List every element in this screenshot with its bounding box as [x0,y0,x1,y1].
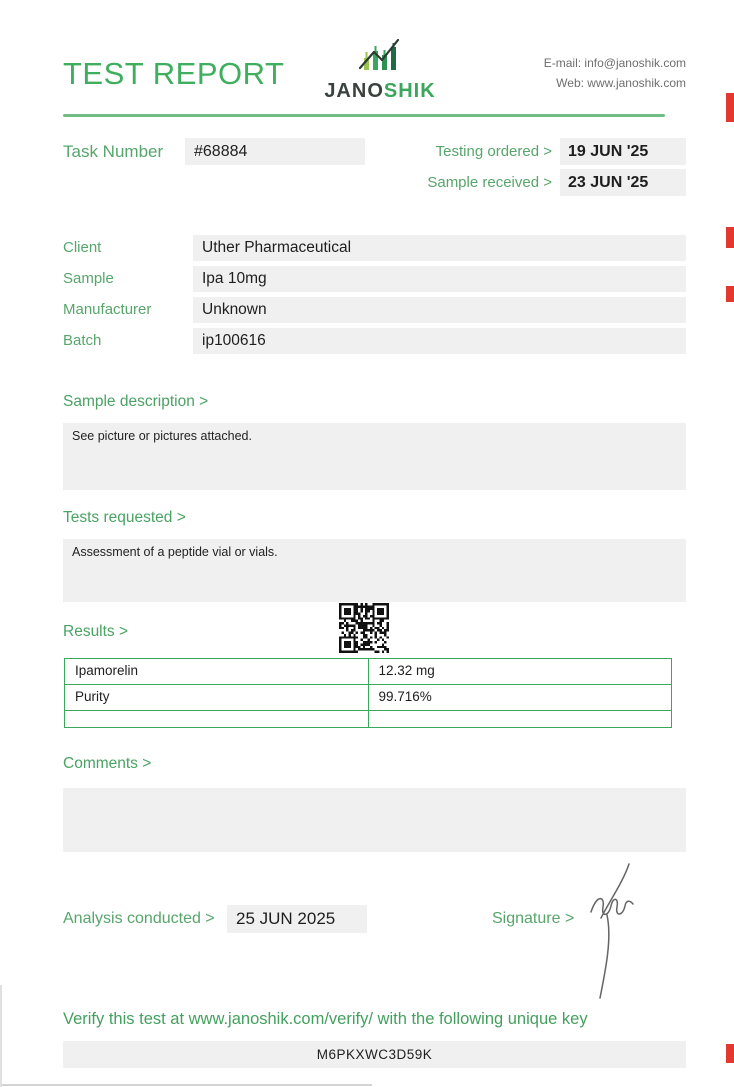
tests-requested-box: Assessment of a peptide vial or vials. [63,539,686,602]
page-title: TEST REPORT [63,56,285,91]
dates-block [400,138,686,200]
table-row [65,685,671,711]
signature-image [577,860,652,1005]
table-row [65,659,671,685]
contact-web: Web: www.janoshik.com [556,76,686,90]
client-label: Client [63,239,102,256]
red-edge-mark [726,286,734,302]
results-table [64,658,672,728]
scan-edge-artifact [0,985,2,1087]
contact-info [544,54,686,94]
sample-label: Sample [63,270,114,287]
result-name [65,711,369,727]
task-number-label: Task Number [63,142,164,161]
sample-description-box: See picture or pictures attached. [63,423,686,490]
janoshik-logo [315,38,445,103]
contact-email: E-mail: info@janoshik.com [543,56,686,71]
red-edge-mark [726,93,734,122]
comments-box [63,788,686,852]
logo-green-part: SHIK [383,80,436,102]
qr-code [339,603,389,653]
testing-ordered-row [400,138,686,165]
result-name: Ipamorelin [65,659,369,684]
batch-value: ip100616 [193,328,686,354]
result-value: 12.32 mg [378,663,435,678]
testing-ordered-label: Testing ordered > [435,143,552,160]
testing-ordered-value: 19 JUN '25 [560,138,686,165]
analysis-conducted-label: Analysis conducted > [63,910,215,927]
sample-received-value: 23 JUN '25 [560,169,686,196]
comments-heading: Comments > [63,755,152,772]
logo-wordmark [324,80,435,103]
sample-description-heading: Sample description > [63,393,209,410]
sample-received-label: Sample received > [427,174,552,191]
header-divider-line [63,114,665,117]
result-value [369,711,672,727]
red-edge-mark [726,227,734,248]
result-value: 99.716% [378,689,432,704]
signature-label: Signature > [492,910,575,927]
sample-received-row [400,169,686,196]
results-heading: Results > [63,623,129,640]
analysis-date-value: 25 JUN 2025 [227,905,367,933]
tests-requested-heading: Tests requested > [63,509,186,526]
unique-key-value: M6PKXWC3D59K [63,1041,686,1068]
client-value: Uther Pharmaceutical [193,235,686,261]
batch-label: Batch [63,332,102,349]
result-name: Purity [65,685,369,710]
red-edge-mark [726,1044,734,1063]
manufacturer-value: Unknown [193,297,686,323]
logo-dark-part: JANO [324,80,384,102]
chart-bars-icon [356,38,404,79]
verify-instruction: Verify this test at www.janoshik.com/verify/ with the following unique key [63,1010,588,1028]
table-row [65,711,671,727]
manufacturer-label: Manufacturer [63,301,152,318]
scan-edge-artifact [0,1084,372,1086]
sample-value: Ipa 10mg [193,266,686,292]
task-number-value: #68884 [185,138,365,165]
header [63,38,686,110]
